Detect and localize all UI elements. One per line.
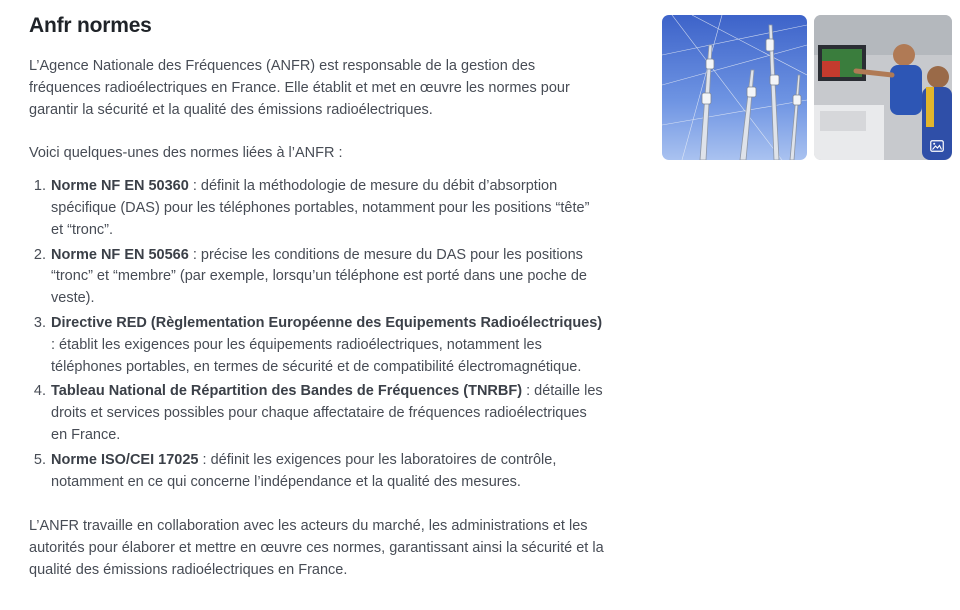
norm-description: : définit les exigences pour les laboratoires de contrôle, notamment en ce qui concerne l’indépendance et la qualité des mesures. — [51, 451, 557, 490]
antenna-masts-photo[interactable] — [662, 15, 807, 160]
lab-technicians-photo[interactable] — [814, 15, 952, 160]
norm-description: : établit les exigences pour les équipements radioélectriques, notamment les téléphones portables, en termes de sécurité et de compatibilité électromagnétique. — [51, 336, 582, 375]
intro-paragraph: L’Agence Nationale des Fréquences (ANFR) est responsable de la gestion des fréquences radioélectriques en France. Elle établit et met en œuvre les normes pour garantir la sécurité et la qualité des émissions radioélectriques. — [29, 58, 570, 118]
list-item — [50, 450, 604, 494]
norm-description: : définit la méthodologie de mesure du débit d’absorption spécifique (DAS) pour les téléphones portables, notamment pour les positions “tête” et “tronc”. — [51, 178, 590, 238]
norm-description: : précise les conditions de mesure du DAS pour les positions “tronc” et “membre” (par exemple, lorsqu’un téléphone est porté dans une poche de veste). — [51, 246, 587, 307]
list-item — [50, 381, 604, 446]
norm-description: : détaille les droits et services possibles pour chaque affectataire de fréquences radioélectriques en France. — [51, 383, 603, 443]
page-title: Anfr normes — [29, 14, 152, 37]
list-intro: Voici quelques-unes des normes liées à l’ANFR : — [29, 145, 343, 162]
image-gallery — [662, 15, 952, 160]
conclusion-paragraph: L’ANFR travaille en collaboration avec les acteurs du marché, les administrations et les autorités pour élaborer et mettre en œuvre ces normes, garantissant ainsi la sécurité et la qualité des émissions radioélectriques en France. — [29, 518, 604, 578]
norm-name: Norme NF EN 50360 — [51, 178, 189, 195]
antenna-masts-illustration — [662, 15, 807, 160]
image-icon[interactable] — [930, 140, 944, 152]
response-content — [29, 12, 604, 582]
list-item — [50, 245, 604, 310]
lab-technicians-illustration — [814, 15, 952, 160]
list-item — [50, 176, 604, 241]
norms-list — [29, 176, 604, 493]
norm-name: Tableau National de Répartition des Bandes de Fréquences (TNRBF) — [51, 383, 523, 400]
norm-name: Norme ISO/CEI 17025 — [51, 451, 199, 468]
list-item — [50, 313, 604, 378]
norm-name: Directive RED (Règlementation Européenne des Equipements Radioélectriques) — [51, 314, 603, 331]
norm-name: Norme NF EN 50566 — [51, 246, 189, 263]
